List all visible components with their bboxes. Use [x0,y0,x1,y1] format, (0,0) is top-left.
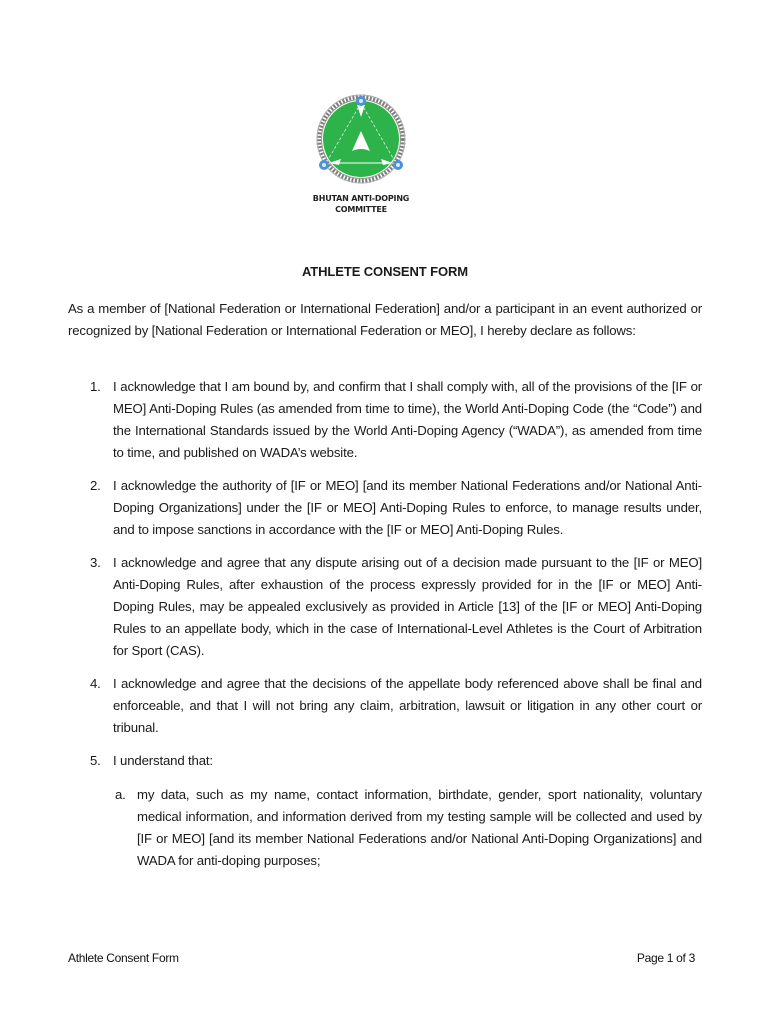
list-number: 4. [90,676,101,691]
sub-item-text: my data, such as my name, contact information, birthdate, gender, sport nationality, voluntary medical information, and information derived from my testing sample will be collected and used by [IF or MEO] [and its member National Federations and/or National Anti-Doping Organizations] and WADA for anti-doping purposes; [137,787,702,868]
list-number: 3. [90,555,101,570]
list-item-text: I acknowledge and agree that the decisions of the appellate body referenced above shall be final and enforceable, and that I will not bring any claim, arbitration, lawsuit or litigation in any other court or tribunal. [113,676,702,735]
logo-emblem-icon [311,93,413,193]
list-item-text: I understand that: [113,753,213,768]
list-item-text: I acknowledge and agree that any dispute arising out of a decision made pursuant to the [IF or MEO] Anti-Doping Rules, after exhaustion of the process expressly provided for in the [IF or MEO] Anti-Doping Rules, may be appealed exclusively as provided in Article [13] of the [IF or MEO] Anti-Doping Rules to an appellate body, which in the case of International-Level Athletes is the Court of Arbitration for Sport (CAS). [113,555,702,658]
document-title: ATHLETE CONSENT FORM [301,264,469,279]
list-item-text: I acknowledge the authority of [IF or MEO] [and its member National Federations and/or National Anti-Doping Organizations] under the [IF or MEO] Anti-Doping Rules to enforce, to manage results under, and to impose sanctions in accordance with the [IF or MEO] Anti-Doping Rules. [113,478,702,537]
intro-paragraph: As a member of [National Federation or International Federation] and/or a participant in an event authorized or recognized by [National Federation or International Federation or MEO], I hereby declare as follows: [68,301,702,338]
footer-page-number: Page 1 of 3 [636,951,695,965]
logo-org-name-line2: COMMITTEE [335,205,387,214]
list-number: 1. [90,379,101,394]
list-number: 2. [90,478,101,493]
sub-item-letter: a. [115,787,126,802]
list-item-text: I acknowledge that I am bound by, and confirm that I shall comply with, all of the provisions of the [IF or MEO] Anti-Doping Rules (as amended from time to time), the World Anti-Doping Code (the “Code”) and the International Standards issued by the World Anti-Doping Agency (“WADA”), as amended from time to time, and published on WADA’s website. [113,379,702,460]
list-number: 5. [90,753,101,768]
logo-org-name: BHUTAN ANTI-DOPING [312,194,410,203]
footer-document-name: Athlete Consent Form [68,951,179,965]
